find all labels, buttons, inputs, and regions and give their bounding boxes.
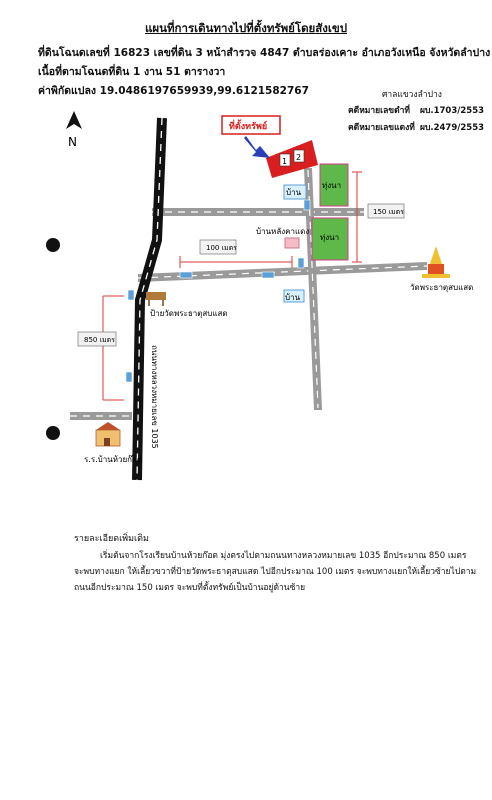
details-paragraph-3: ถนนอีกประมาณ 150 เมตร จะพบที่ตั้งทรัพย์เป็นบ้านอยู่ด้านซ้าย — [74, 583, 306, 593]
black-case-number: ผบ.1703/2553 — [420, 106, 485, 116]
house-2-label: บ้าน — [285, 293, 301, 302]
details-paragraph-1: เริ่มต้นจากโรงเรียนบ้านห้วยก๊อต มุ่งตรงไปตามถนนทางหลวงหมายเลข 1035 อีกประมาณ 850 เมตร — [100, 551, 467, 561]
area-line: เนื้อที่ตามโฉนดที่ดิน 1 งาน 51 ตารางวา — [38, 66, 226, 78]
coordinate-line: ค่าพิกัดแปลง 19.0486197659939,99.6121582767 — [38, 85, 309, 97]
rice-field-1-label: ทุ่งนา — [322, 181, 342, 190]
dimension-150m — [352, 172, 404, 262]
temple-sign-label: ป้ายวัดพระธาตุสบแสด — [150, 309, 228, 318]
deed-line: ที่ดินโฉนดเลขที่ 16823 เลขที่ดิน 3 หน้าสำรวจ 4847 ตำบลร่องเคาะ อำเภอวังเหนือ จังหวัดลำปาง — [38, 47, 491, 59]
red-roof-house-label: บ้านหลังคาแดง — [256, 227, 310, 236]
school-label: ร.ร.บ้านห้วยก๊อต — [84, 455, 143, 464]
house-1-label: บ้าน — [286, 188, 302, 197]
court-name: ศาลแขวงลำปาง — [382, 90, 442, 100]
plot-number-1: 1 — [282, 157, 288, 166]
details-paragraph-2: จะพบทางแยก ให้เลี้ยวขวาที่ป้ายวัดพระธาตุสบแสด ไปอีกประมาณ 100 เมตร จะพบทางแยกให้เลี้ยวซ้ายไปตาม — [74, 567, 477, 577]
plot-number-2: 2 — [296, 153, 302, 162]
black-case-label: คดีหมายเลขดำที่ — [348, 106, 410, 116]
highway-label: ถนนทางหลวงหมายเลข 1035 — [150, 345, 159, 449]
red-case-number: ผบ.2479/2553 — [420, 123, 485, 133]
page-title: แผนที่การเดินทางไปที่ตั้งทรัพย์โดยสังเขป — [144, 21, 348, 35]
temple-label: วัดพระธาตุสบแสด — [410, 283, 474, 292]
north-arrow-icon — [66, 111, 82, 149]
property-label: ที่ตั้งทรัพย์ — [229, 122, 268, 132]
dimension-850m — [78, 296, 124, 400]
rice-field-2-label: ทุ่งนา — [320, 233, 340, 242]
red-roof-house — [285, 238, 299, 248]
dimension-100m-label: 100 เมตร — [206, 244, 237, 252]
dimension-100m — [180, 240, 292, 268]
temple-sign-icon — [146, 292, 166, 306]
details-heading: รายละเอียดเพิ่มเติม — [74, 534, 149, 544]
dimension-850m-label: 850 เมตร — [84, 336, 115, 344]
dimension-150m-label: 150 เมตร — [373, 208, 404, 216]
school-icon — [96, 422, 120, 446]
north-label: N — [68, 135, 77, 149]
red-case-label: คดีหมายเลขแดงที่ — [348, 123, 415, 133]
property-pointer-icon — [244, 136, 270, 158]
temple-icon — [422, 246, 450, 278]
